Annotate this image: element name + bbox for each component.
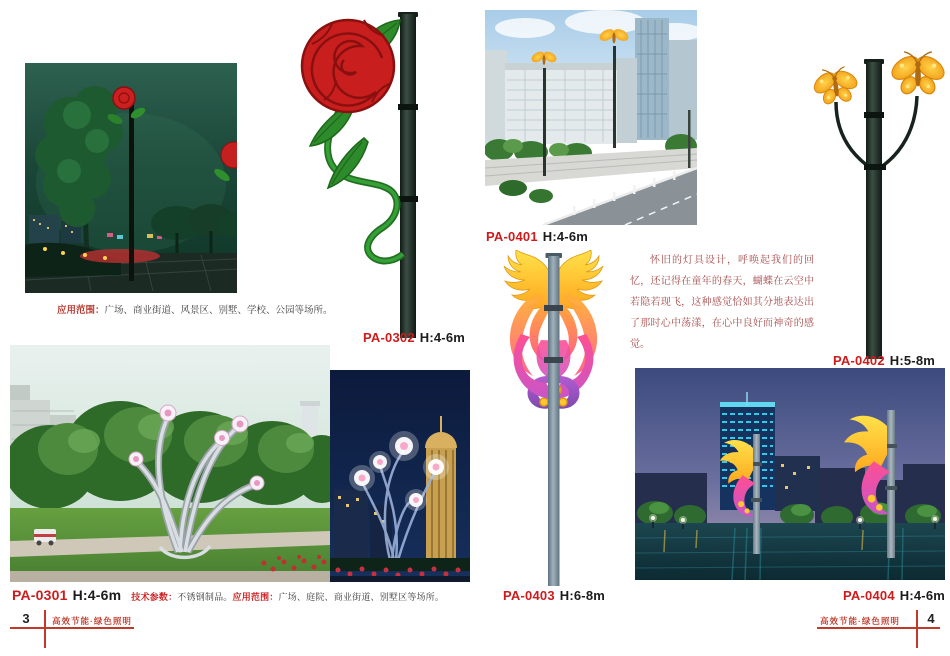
product-description: 怀旧的灯具设计，呼唤起我们的回忆，还记得在童年的春天，蝴蝶在云空中若隐若现飞，这种感觉恰如其分地表达出了那时心中荡漾，在心中良好而神奇的感觉。 xyxy=(630,255,814,350)
product-height: H:4-6m xyxy=(72,587,122,603)
usage-text: 广场、庭院、商业街道、别墅区等场所。 xyxy=(278,592,445,602)
photo-day-street-butterfly-lamps xyxy=(485,10,697,225)
tech-text: 不锈钢制品。 xyxy=(177,592,233,602)
product-height: H:6-8m xyxy=(559,588,606,603)
product-label-pa-0301 xyxy=(12,587,444,603)
photo-night-rose-park xyxy=(25,63,237,293)
footer-divider-left xyxy=(44,610,46,648)
photo-dusk-plaza-phoenix-lamps xyxy=(635,368,945,580)
product-label-pa-0402 xyxy=(833,353,935,368)
product-code: PA-0301 xyxy=(12,587,68,603)
usage-note-text: 广场、商业街道、风景区、别墅、学校、公园等场所。 xyxy=(104,305,333,316)
product-code: PA-0302 xyxy=(363,330,415,345)
phoenix-lamp-illustration xyxy=(478,250,629,588)
rose-lamp-illustration xyxy=(298,8,470,338)
product-height: H:4-6m xyxy=(542,229,589,244)
product-height: H:5-8m xyxy=(889,353,936,368)
page-number-right: 4 xyxy=(927,611,935,626)
lamp-pole xyxy=(398,12,418,338)
footer-slogan-right: 高效节能·绿色照明 xyxy=(820,616,900,626)
product-label-pa-0403 xyxy=(503,588,605,603)
footer-rule-right xyxy=(817,627,940,629)
product-code: PA-0403 xyxy=(503,588,555,603)
usage-note-label: 应用范围： xyxy=(57,305,105,316)
photo-day-lotus-sculpture xyxy=(10,345,330,582)
product-code: PA-0402 xyxy=(833,353,885,368)
tech-label: 技术参数： xyxy=(131,592,178,602)
product-height: H:4-6m xyxy=(899,588,946,603)
product-label-pa-0404 xyxy=(843,588,945,603)
usage-label: 应用范围： xyxy=(232,592,279,602)
butterfly-right xyxy=(888,52,948,97)
product-code: PA-0401 xyxy=(486,229,538,244)
usage-note xyxy=(57,302,333,316)
product-label-pa-0401 xyxy=(486,229,588,244)
page-number-left: 3 xyxy=(22,611,30,626)
footer-slogan-left: 高效节能·绿色照明 xyxy=(52,616,132,626)
footer-rule-left xyxy=(10,627,134,629)
lamp-pole xyxy=(864,59,886,359)
product-label-pa-0302 xyxy=(363,330,465,345)
product-code: PA-0404 xyxy=(843,588,895,603)
rose-flower xyxy=(302,20,394,112)
product-height: H:4-6m xyxy=(419,330,466,345)
product-note xyxy=(131,592,444,602)
photo-night-lotus-lamp xyxy=(330,370,470,582)
butterfly-left xyxy=(809,65,864,109)
butterfly-lamp-illustration xyxy=(798,14,950,359)
lit-tower xyxy=(425,416,457,560)
